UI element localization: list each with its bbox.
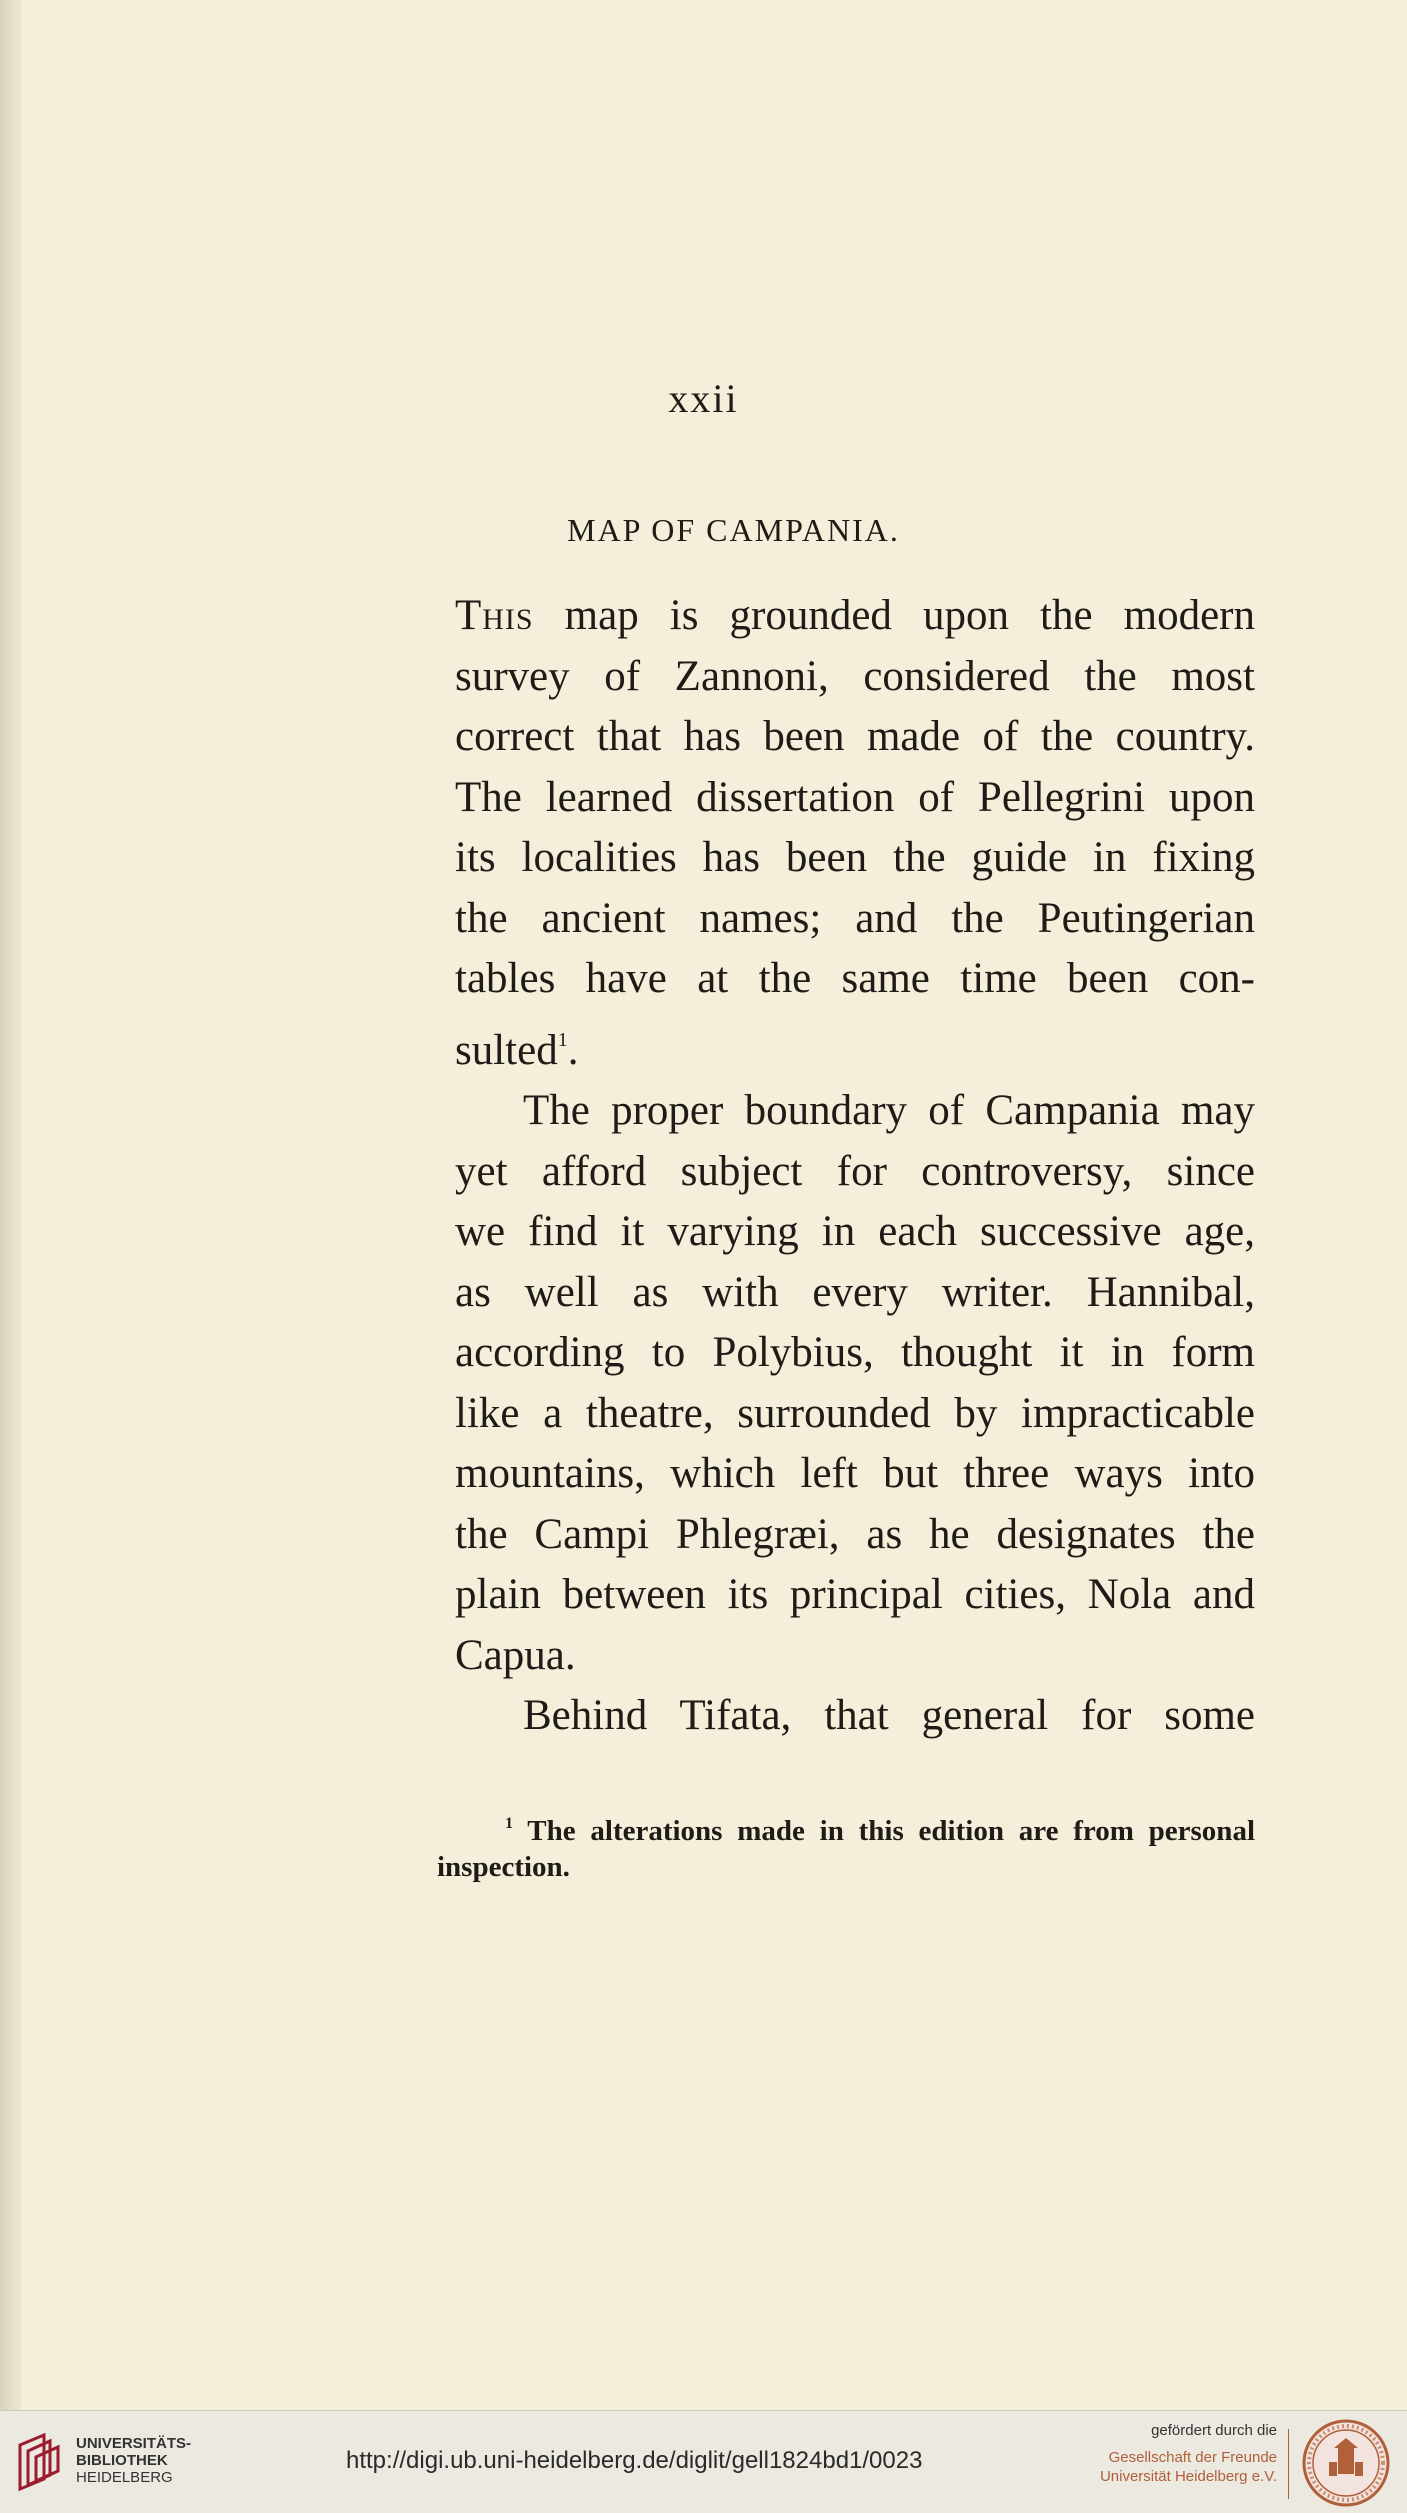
text-line: the ancient names; and the Peutingerian: [455, 894, 1255, 942]
text-line: yet afford subject for controversy, since: [455, 1147, 1255, 1195]
section-heading: MAP OF CAMPANIA.: [567, 512, 900, 548]
divider: [1288, 2429, 1289, 2499]
sponsor-org-line: Universität Heidelberg e.V.: [1099, 2468, 1277, 2485]
text-line: survey of Zannoni, considered the most: [455, 652, 1255, 700]
library-logo-icon[interactable]: [14, 2431, 68, 2493]
text-line: sulted$^1$.: [455, 1026, 579, 1074]
text-line: Capua.: [455, 1631, 576, 1679]
digitization-footer: [0, 2410, 1407, 2513]
footnote-marker: 1: [505, 1815, 513, 1832]
permalink[interactable]: http://digi.ub.uni-heidelberg.de/diglit/gell1824bd1/0023: [346, 2447, 923, 2474]
page-number: xxii: [668, 376, 739, 421]
library-name: UNIVERSITÄTS- BIBLIOTHEK HEIDELBERG: [76, 2435, 192, 2486]
text-line: mountains, which left but three ways into: [455, 1450, 1255, 1497]
footnote: [437, 1806, 1255, 1885]
footnote-line: inspection.: [437, 1851, 570, 1883]
body-text: [455, 586, 1255, 1747]
text-line: The proper boundary of Campania may: [523, 1087, 1255, 1134]
sponsor-org-line: Gesellschaft der Freunde: [1108, 2449, 1277, 2466]
text-line: the Campi Phlegræi, as he designates the: [455, 1510, 1255, 1558]
text-line: as well as with every writer. Hannibal,: [455, 1268, 1255, 1316]
text-line: This map is grounded upon the modern: [455, 592, 1255, 639]
university-seal-icon[interactable]: [1301, 2418, 1391, 2508]
sponsor-label: gefördert durch die: [1151, 2422, 1277, 2439]
text-line: like a theatre, surrounded by impracticable: [455, 1389, 1255, 1437]
text-line: according to Polybius, thought it in form: [455, 1329, 1255, 1376]
text-line: The learned dissertation of Pellegrini upon: [455, 773, 1255, 821]
text-line: correct that has been made of the country.: [455, 713, 1255, 760]
text-line: its localities has been the guide in fixing: [455, 834, 1255, 881]
text-line: plain between its principal cities, Nola and: [455, 1571, 1255, 1618]
footnote-line: $^1$ The alterations made in this edition are from personal: [505, 1815, 1255, 1847]
text-line: tables have at the same time been con-: [455, 955, 1255, 1002]
drop-word: This: [455, 592, 534, 639]
text-line: we find it varying in each successive age,: [455, 1208, 1255, 1255]
text-line: Behind Tifata, that general for some: [523, 1692, 1255, 1739]
page-edge-shadow: [0, 0, 22, 2410]
footnote-reference: 1: [557, 1028, 568, 1051]
sponsor-credit: [1100, 2421, 1277, 2486]
